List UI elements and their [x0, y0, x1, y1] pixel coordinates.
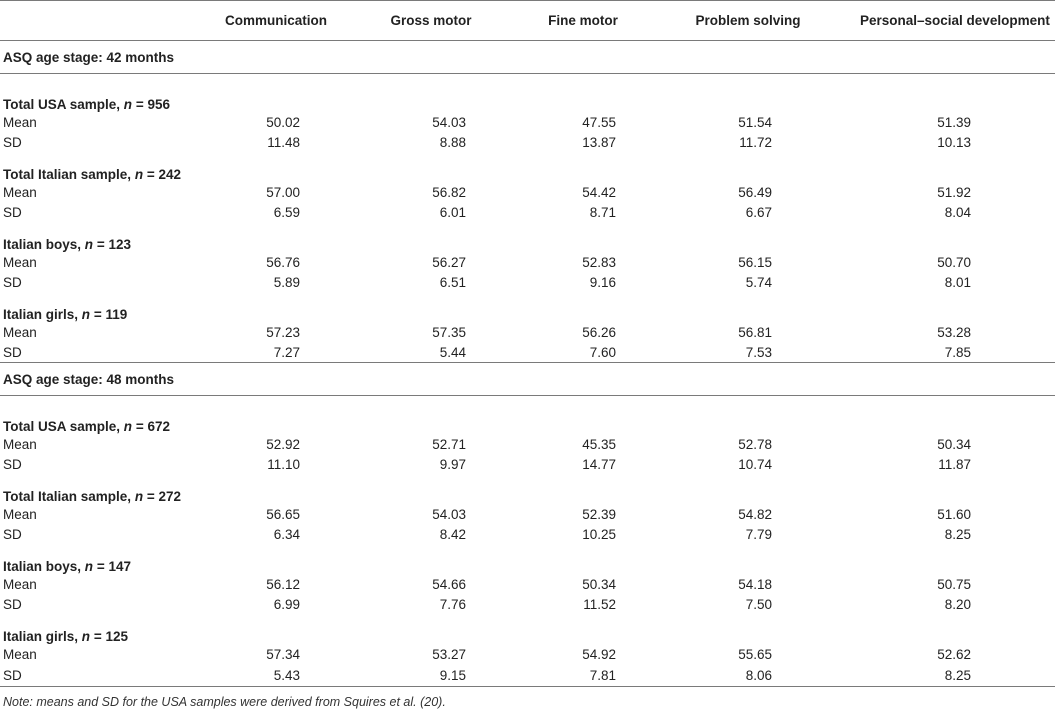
- mean-label: Mean: [0, 434, 196, 454]
- mean-label: Mean: [0, 182, 196, 202]
- sd-value-cell: 11.48: [196, 132, 356, 152]
- group-row: [0, 396, 1055, 435]
- sd-value-cell: 6.34: [196, 524, 356, 544]
- sd-value-cell: 7.53: [660, 342, 836, 363]
- group-row: [0, 614, 1055, 644]
- mean-value-cell: 45.35: [506, 434, 660, 454]
- mean-value-cell: 54.82: [660, 504, 836, 524]
- sd-value-cell: 9.15: [356, 664, 506, 687]
- sample-size-value: = 956: [136, 97, 170, 112]
- group-row: [0, 544, 1055, 574]
- mean-row: [0, 504, 1055, 524]
- sd-value-cell: 7.27: [196, 342, 356, 363]
- sd-label: SD: [0, 454, 196, 474]
- mean-value-cell: 55.65: [660, 644, 836, 664]
- mean-value-cell: 57.23: [196, 322, 356, 342]
- sd-value-cell: 11.87: [836, 454, 1055, 474]
- mean-value-cell: 56.81: [660, 322, 836, 342]
- mean-value-cell: 52.83: [506, 252, 660, 272]
- sd-value-cell: 11.10: [196, 454, 356, 474]
- header-personal-social: Personal–social development: [836, 1, 1055, 41]
- mean-value-cell: 52.92: [196, 434, 356, 454]
- sample-size-symbol: n: [124, 419, 132, 434]
- mean-value-cell: 57.00: [196, 182, 356, 202]
- mean-value-cell: 51.60: [836, 504, 1055, 524]
- group-label: [0, 396, 1055, 435]
- sd-label: SD: [0, 132, 196, 152]
- sd-row: [0, 342, 1055, 363]
- mean-value-cell: 47.55: [506, 112, 660, 132]
- header-gross-motor: Gross motor: [356, 1, 506, 41]
- mean-value-cell: 51.92: [836, 182, 1055, 202]
- sd-row: [0, 524, 1055, 544]
- mean-value-cell: 53.27: [356, 644, 506, 664]
- mean-value-cell: 56.82: [356, 182, 506, 202]
- mean-value-cell: 56.49: [660, 182, 836, 202]
- sd-value-cell: 13.87: [506, 132, 660, 152]
- mean-label: Mean: [0, 644, 196, 664]
- sd-value-cell: 5.74: [660, 272, 836, 292]
- sd-value-cell: 7.85: [836, 342, 1055, 363]
- sd-value-cell: 10.13: [836, 132, 1055, 152]
- mean-value-cell: 51.54: [660, 112, 836, 132]
- sample-size-value: = 125: [94, 629, 128, 644]
- sd-value-cell: 6.51: [356, 272, 506, 292]
- mean-row: [0, 434, 1055, 454]
- sd-row: [0, 594, 1055, 614]
- sd-value-cell: 6.59: [196, 202, 356, 222]
- table-body: [0, 41, 1055, 709]
- sd-value-cell: 6.01: [356, 202, 506, 222]
- sd-label: SD: [0, 524, 196, 544]
- sample-size-symbol: n: [82, 629, 90, 644]
- mean-value-cell: 57.34: [196, 644, 356, 664]
- sd-value-cell: 8.42: [356, 524, 506, 544]
- group-label: [0, 152, 1055, 182]
- group-label: [0, 544, 1055, 574]
- sd-value-cell: 6.99: [196, 594, 356, 614]
- sd-value-cell: 8.25: [836, 664, 1055, 687]
- group-row: [0, 292, 1055, 322]
- group-label: [0, 614, 1055, 644]
- sd-label: SD: [0, 342, 196, 363]
- sd-value-cell: 5.44: [356, 342, 506, 363]
- sd-value-cell: 6.67: [660, 202, 836, 222]
- sample-size-value: = 119: [94, 307, 127, 322]
- sd-value-cell: 10.74: [660, 454, 836, 474]
- mean-value-cell: 50.75: [836, 574, 1055, 594]
- sd-value-cell: 5.43: [196, 664, 356, 687]
- mean-value-cell: 51.39: [836, 112, 1055, 132]
- sd-label: SD: [0, 272, 196, 292]
- sample-size-value: = 242: [147, 167, 181, 182]
- group-name: Total Italian sample,: [3, 489, 131, 504]
- sd-row: [0, 454, 1055, 474]
- mean-value-cell: 50.02: [196, 112, 356, 132]
- sd-value-cell: 8.88: [356, 132, 506, 152]
- sd-value-cell: 7.76: [356, 594, 506, 614]
- mean-value-cell: 56.76: [196, 252, 356, 272]
- mean-value-cell: 57.35: [356, 322, 506, 342]
- group-row: [0, 222, 1055, 252]
- sd-row: [0, 132, 1055, 152]
- mean-row: [0, 574, 1055, 594]
- mean-value-cell: 53.28: [836, 322, 1055, 342]
- note-row: [0, 687, 1055, 709]
- sd-value-cell: 7.50: [660, 594, 836, 614]
- mean-value-cell: 54.66: [356, 574, 506, 594]
- sd-row: [0, 202, 1055, 222]
- sd-value-cell: 8.06: [660, 664, 836, 687]
- sample-size-symbol: n: [85, 559, 93, 574]
- group-name: Italian boys,: [3, 237, 81, 252]
- mean-label: Mean: [0, 252, 196, 272]
- mean-row: [0, 182, 1055, 202]
- mean-value-cell: 56.65: [196, 504, 356, 524]
- mean-value-cell: 52.71: [356, 434, 506, 454]
- group-label: [0, 292, 1055, 322]
- stage-row: [0, 41, 1055, 74]
- mean-value-cell: 54.03: [356, 504, 506, 524]
- group-label: [0, 74, 1055, 113]
- group-row: [0, 152, 1055, 182]
- sd-value-cell: 7.60: [506, 342, 660, 363]
- sd-value-cell: 8.71: [506, 202, 660, 222]
- group-name: Total Italian sample,: [3, 167, 131, 182]
- stage-label: ASQ age stage: 42 months: [0, 41, 1055, 74]
- header-cell-blank: [0, 1, 196, 41]
- sd-value-cell: 14.77: [506, 454, 660, 474]
- table-note: Note: means and SD for the USA samples were derived from Squires et al. (20).: [0, 687, 1055, 709]
- mean-row: [0, 112, 1055, 132]
- sd-value-cell: 9.97: [356, 454, 506, 474]
- mean-value-cell: 54.92: [506, 644, 660, 664]
- sample-size-value: = 672: [136, 419, 170, 434]
- sd-value-cell: 11.72: [660, 132, 836, 152]
- sd-value-cell: 5.89: [196, 272, 356, 292]
- mean-value-cell: 56.15: [660, 252, 836, 272]
- table-header: [0, 1, 1055, 41]
- sd-value-cell: 8.01: [836, 272, 1055, 292]
- mean-value-cell: 56.12: [196, 574, 356, 594]
- sd-value-cell: 7.79: [660, 524, 836, 544]
- sample-size-symbol: n: [124, 97, 132, 112]
- sample-size-symbol: n: [82, 307, 90, 322]
- group-row: [0, 74, 1055, 113]
- mean-value-cell: 52.39: [506, 504, 660, 524]
- group-name: Italian girls,: [3, 629, 78, 644]
- mean-row: [0, 322, 1055, 342]
- mean-value-cell: 56.27: [356, 252, 506, 272]
- header-fine-motor: Fine motor: [506, 1, 660, 41]
- mean-label: Mean: [0, 574, 196, 594]
- group-name: Total USA sample,: [3, 419, 120, 434]
- mean-row: [0, 644, 1055, 664]
- sd-label: SD: [0, 202, 196, 222]
- sd-value-cell: 8.25: [836, 524, 1055, 544]
- mean-value-cell: 50.34: [836, 434, 1055, 454]
- group-label: [0, 222, 1055, 252]
- sd-value-cell: 11.52: [506, 594, 660, 614]
- group-name: Italian boys,: [3, 559, 81, 574]
- mean-value-cell: 50.34: [506, 574, 660, 594]
- stage-label: ASQ age stage: 48 months: [0, 363, 1055, 396]
- mean-value-cell: 54.03: [356, 112, 506, 132]
- header-row: [0, 1, 1055, 41]
- sd-value-cell: 8.20: [836, 594, 1055, 614]
- mean-label: Mean: [0, 322, 196, 342]
- sd-value-cell: 10.25: [506, 524, 660, 544]
- header-communication: Communication: [196, 1, 356, 41]
- mean-value-cell: 54.42: [506, 182, 660, 202]
- mean-value-cell: 56.26: [506, 322, 660, 342]
- stage-row: [0, 363, 1055, 396]
- sample-size-symbol: n: [85, 237, 93, 252]
- sd-row: [0, 664, 1055, 687]
- header-problem-solving: Problem solving: [660, 1, 836, 41]
- sd-label: SD: [0, 664, 196, 687]
- mean-label: Mean: [0, 504, 196, 524]
- group-row: [0, 474, 1055, 504]
- mean-value-cell: 50.70: [836, 252, 1055, 272]
- mean-value-cell: 52.62: [836, 644, 1055, 664]
- sd-label: SD: [0, 594, 196, 614]
- sd-value-cell: 7.81: [506, 664, 660, 687]
- sd-row: [0, 272, 1055, 292]
- mean-label: Mean: [0, 112, 196, 132]
- group-name: Italian girls,: [3, 307, 78, 322]
- sample-size-value: = 123: [97, 237, 131, 252]
- mean-value-cell: 52.78: [660, 434, 836, 454]
- sample-size-value: = 147: [97, 559, 131, 574]
- group-label: [0, 474, 1055, 504]
- sd-value-cell: 8.04: [836, 202, 1055, 222]
- group-name: Total USA sample,: [3, 97, 120, 112]
- sample-size-value: = 272: [147, 489, 181, 504]
- mean-row: [0, 252, 1055, 272]
- sample-size-symbol: n: [135, 489, 143, 504]
- sample-size-symbol: n: [135, 167, 143, 182]
- mean-value-cell: 54.18: [660, 574, 836, 594]
- sd-value-cell: 9.16: [506, 272, 660, 292]
